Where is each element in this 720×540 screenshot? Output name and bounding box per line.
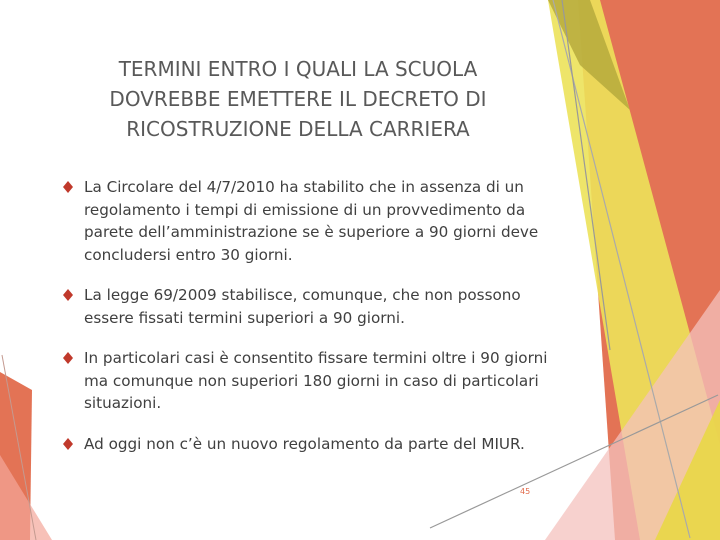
bullet-item	[62, 284, 552, 329]
bullet-text: La legge 69/2009 stabilisce, comunque, che non possono essere fissati termini superiori a 90 giorni.	[84, 286, 521, 327]
bullet-item	[62, 347, 552, 415]
bullet-list	[62, 176, 552, 473]
bullet-item	[62, 176, 552, 266]
page-number: 45	[520, 487, 531, 496]
bullet-text: In particolari casi è consentito fissare termini oltre i 90 giorni ma comunque non superiori 180 giorni in caso di particolari situazioni.	[84, 349, 548, 412]
bullet-item	[62, 433, 552, 456]
slide-title: TERMINI ENTRO I QUALI LA SCUOLA DOVREBBE EMETTERE IL DECRETO DI RICOSTRUZIONE DELLA CARRIERA	[109, 57, 487, 141]
diamond-bullet-icon	[62, 351, 74, 365]
bullet-text: La Circolare del 4/7/2010 ha stabilito che in assenza di un regolamento i tempi di emissione di un provvedimento da parete dell’amministrazione se è superiore a 90 giorni deve concludersi entro 30 giorni.	[84, 178, 539, 264]
bullet-text: Ad oggi non c’è un nuovo regolamento da parte del MIUR.	[84, 434, 525, 453]
diamond-bullet-icon	[62, 288, 74, 302]
diamond-bullet-icon	[62, 437, 74, 451]
diamond-bullet-icon	[62, 180, 74, 194]
